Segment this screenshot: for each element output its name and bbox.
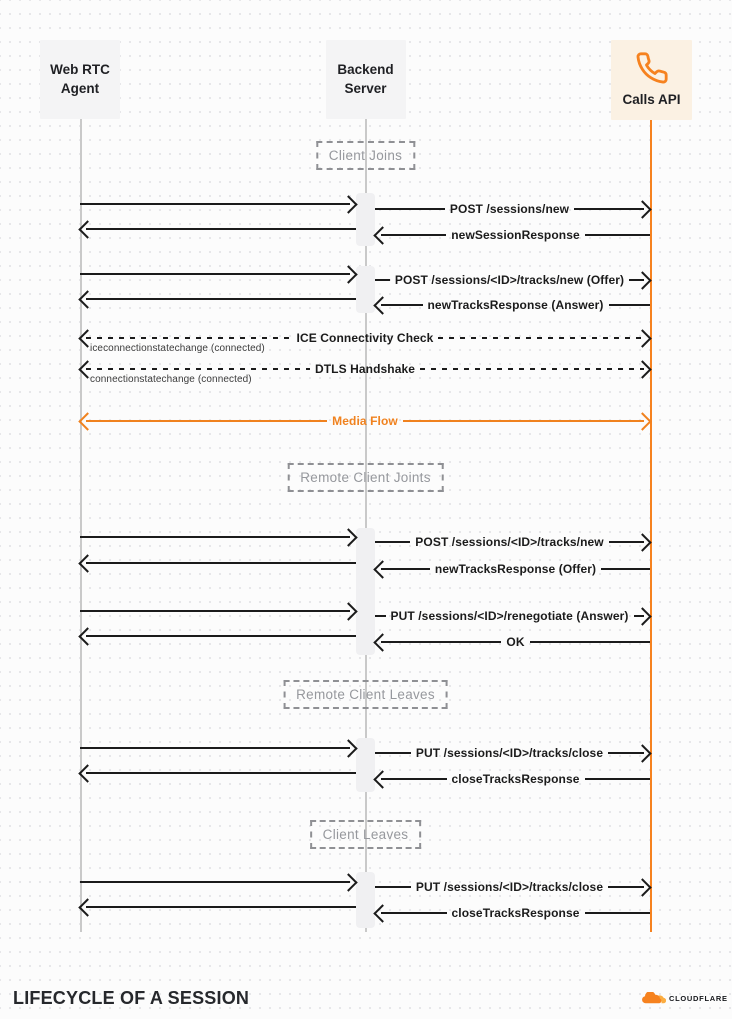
- actor-label-line: Backend: [337, 62, 394, 78]
- event-note: connectionstatechange (connected): [90, 374, 252, 385]
- arrowhead-right-icon: [633, 200, 651, 218]
- message-label: PUT /sessions/<ID>/tracks/close: [415, 746, 604, 760]
- message-line: [80, 273, 350, 275]
- cloudflare-cloud-icon: [640, 992, 666, 1005]
- message-line: [375, 279, 390, 281]
- message-line: [375, 615, 386, 617]
- message-line: [585, 778, 651, 780]
- message-arrow: [80, 896, 356, 918]
- message-label: closeTracksResponse: [451, 906, 580, 920]
- message-line: [86, 635, 356, 637]
- arrowhead-right-icon: [339, 873, 357, 891]
- actor-label-line: Server: [344, 80, 387, 96]
- arrowhead-right-icon: [339, 265, 357, 283]
- arrowhead-left-icon: [78, 898, 96, 916]
- arrowhead-right-icon: [633, 744, 651, 762]
- message-arrow: [375, 605, 650, 627]
- message-line: [86, 228, 356, 230]
- arrowhead-left-icon: [373, 770, 391, 788]
- arrowhead-left-icon: [373, 226, 391, 244]
- section-label: Remote Client Joints: [287, 463, 444, 492]
- message-arrow: [80, 762, 356, 784]
- message-line: [585, 912, 651, 914]
- actor-label-line: Agent: [60, 80, 100, 96]
- message-arrow: [375, 198, 650, 220]
- message-line: [381, 641, 501, 643]
- message-arrow: [80, 358, 650, 385]
- actor-backend-server: [326, 40, 406, 119]
- arrowhead-left-icon: [78, 764, 96, 782]
- message-arrow: [80, 737, 356, 759]
- activation-bar: [356, 266, 375, 313]
- message-line: [80, 747, 350, 749]
- actor-calls-api: [611, 40, 692, 120]
- brand-text: CLOUDFLARE: [669, 994, 728, 1003]
- message-line: [86, 337, 292, 340]
- message-line: [80, 203, 350, 205]
- activation-bar: [356, 528, 375, 655]
- message-label: OK: [506, 635, 525, 649]
- message-arrow: [80, 288, 356, 310]
- message-line: [438, 337, 644, 340]
- arrowhead-right-icon: [633, 607, 651, 625]
- message-line: [86, 298, 356, 300]
- arrowhead-left-icon: [78, 554, 96, 572]
- message-line: [80, 610, 350, 612]
- message-label: Media Flow: [332, 414, 398, 428]
- message-label: POST /sessions/new: [449, 202, 570, 216]
- message-label: DTLS Handshake: [314, 362, 416, 376]
- section-label: Client Leaves: [310, 820, 422, 849]
- message-line: [403, 420, 644, 422]
- message-arrow: [80, 526, 356, 548]
- message-arrow: [80, 327, 650, 354]
- arrowhead-left-icon: [78, 290, 96, 308]
- arrowhead-right-icon: [633, 360, 651, 378]
- message-arrow: [80, 218, 356, 240]
- actor-label-line: Web RTC: [50, 62, 110, 78]
- message-line: [585, 234, 650, 236]
- message-arrow: [80, 552, 356, 574]
- message-label: POST /sessions/<ID>/tracks/new (Offer): [394, 273, 625, 287]
- message-line: [86, 368, 310, 371]
- message-line: [530, 641, 650, 643]
- message-line: [375, 886, 411, 888]
- message-line: [86, 906, 356, 908]
- arrowhead-left-icon: [78, 627, 96, 645]
- arrowhead-left-icon: [373, 560, 391, 578]
- page-title: LIFECYCLE OF A SESSION: [13, 988, 250, 1008]
- activation-bar: [356, 738, 375, 792]
- arrowhead-right-icon: [339, 195, 357, 213]
- arrowhead-right-icon: [339, 602, 357, 620]
- message-line: [80, 536, 350, 538]
- message-arrow: [80, 410, 650, 432]
- arrowhead-right-icon: [633, 329, 651, 347]
- message-label: PUT /sessions/<ID>/tracks/close: [415, 880, 604, 894]
- message-line: [601, 568, 650, 570]
- message-arrow: [375, 631, 650, 653]
- message-arrow: [375, 742, 650, 764]
- arrowhead-right-icon: [339, 739, 357, 757]
- message-arrow: [375, 224, 650, 246]
- arrowhead-left-icon: [373, 633, 391, 651]
- message-arrow: [375, 902, 650, 924]
- message-arrow: [375, 269, 650, 291]
- message-arrow: [375, 768, 650, 790]
- actor-label-line: Calls API: [622, 91, 681, 107]
- message-line: [375, 752, 411, 754]
- message-arrow: [375, 876, 650, 898]
- activation-bar: [356, 193, 375, 246]
- message-arrow: [375, 294, 650, 316]
- message-line: [80, 881, 350, 883]
- message-arrow: [375, 531, 650, 553]
- arrowhead-right-icon: [633, 878, 651, 896]
- message-label: newTracksResponse (Answer): [427, 298, 604, 312]
- message-arrow: [80, 193, 356, 215]
- message-line: [86, 772, 356, 774]
- message-label: newSessionResponse: [451, 228, 580, 242]
- cloudflare-logo: [640, 992, 728, 1005]
- message-arrow: [80, 625, 356, 647]
- arrowhead-right-icon: [633, 533, 651, 551]
- section-label: Client Joins: [316, 141, 415, 170]
- actor-webrtc-agent: [40, 40, 120, 119]
- arrowhead-right-icon: [633, 271, 651, 289]
- message-label: POST /sessions/<ID>/tracks/new: [415, 535, 604, 549]
- lifeline-calls-api: [650, 119, 652, 932]
- arrowhead-right-icon: [633, 412, 651, 430]
- message-arrow: [375, 558, 650, 580]
- message-line: [86, 420, 327, 422]
- arrowhead-left-icon: [373, 904, 391, 922]
- section-label: Remote Client Leaves: [283, 680, 448, 709]
- arrowhead-right-icon: [339, 528, 357, 546]
- message-label: newTracksResponse (Offer): [434, 562, 597, 576]
- arrowhead-left-icon: [78, 412, 96, 430]
- message-label: PUT /sessions/<ID>/renegotiate (Answer): [390, 609, 629, 623]
- message-arrow: [80, 600, 356, 622]
- message-line: [609, 304, 651, 306]
- message-label: closeTracksResponse: [451, 772, 580, 786]
- message-line: [420, 368, 644, 371]
- arrowhead-left-icon: [78, 220, 96, 238]
- message-arrow: [80, 263, 356, 285]
- message-line: [86, 562, 356, 564]
- phone-icon: [635, 51, 669, 85]
- message-label: ICE Connectivity Check: [296, 331, 434, 345]
- message-line: [375, 208, 445, 210]
- arrowhead-left-icon: [373, 296, 391, 314]
- message-line: [375, 541, 410, 543]
- message-arrow: [80, 871, 356, 893]
- event-note: iceconnectionstatechange (connected): [90, 343, 265, 354]
- activation-bar: [356, 872, 375, 928]
